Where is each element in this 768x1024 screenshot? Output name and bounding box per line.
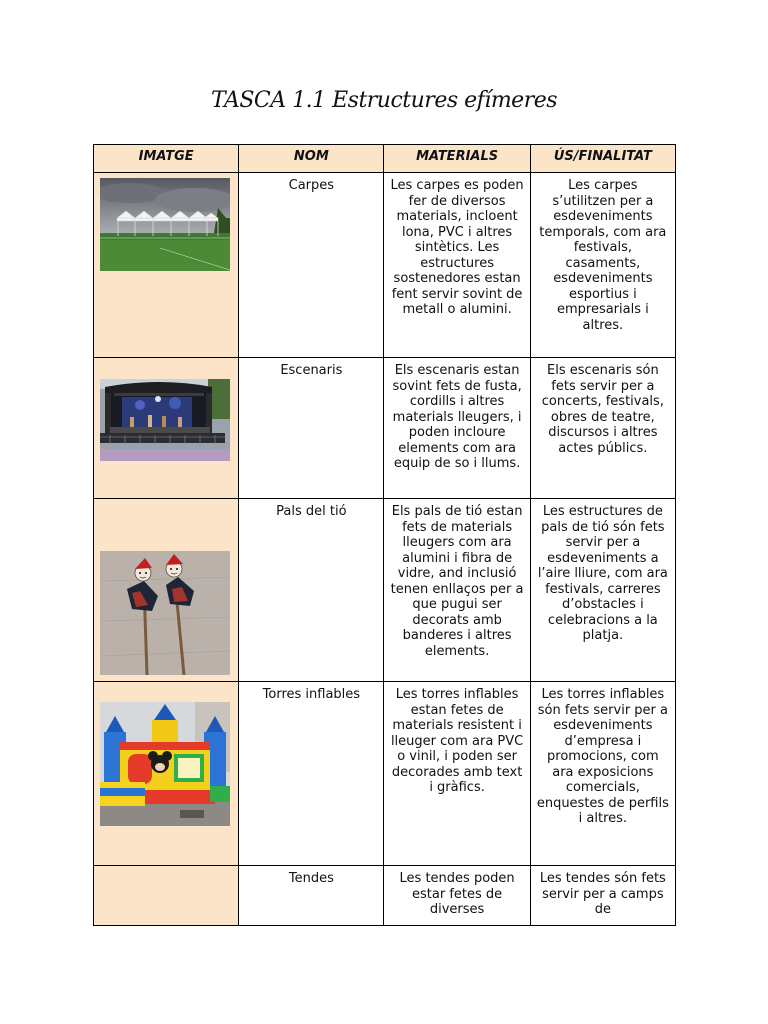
us-cell: Les carpes s’utilitzen per a esdeveniments temporals, com ara festivals, casaments, esdeveniments esportius i empresarials i altres. (530, 173, 675, 358)
tents-photo (100, 178, 230, 271)
image-cell (94, 358, 239, 499)
structures-table (93, 144, 676, 926)
us-cell: Les torres inflables són fets servir per a esdeveniments d’empresa i promocions, com ara exposicions comercials, enquestes de perfils i altres. (530, 682, 675, 866)
table-row (94, 866, 676, 926)
bouncy-castle-photo (100, 702, 230, 826)
image-cell (94, 682, 239, 866)
nom-cell: Tendes (239, 866, 384, 926)
us-cell: Les tendes són fets servir per a camps de (530, 866, 675, 926)
image-cell (94, 173, 239, 358)
nom-cell: Torres inflables (239, 682, 384, 866)
nom-cell: Escenaris (239, 358, 384, 499)
header-materials: MATERIALS (384, 145, 530, 173)
table-row (94, 173, 676, 358)
page-title: TASCA 1.1 Estructures efímeres (210, 88, 558, 113)
table-header-row (94, 145, 676, 173)
materials-cell: Els pals de tió estan fets de materials lleugers com ara alumini i fibra de vidre, and inclusió tenen enllaços per a que pugui ser decorats amb banderes i altres elements. (384, 499, 530, 682)
nom-cell: Pals del tió (239, 499, 384, 682)
stage-photo (100, 379, 230, 461)
tio-poles-photo (100, 551, 230, 675)
materials-cell: Les carpes es poden fer de diversos materials, incloent lona, PVC i altres sintètics. Les estructures sostenedores estan fent servir sovint de metall o alumini. (384, 173, 530, 358)
table-row (94, 358, 676, 499)
table-row (94, 682, 676, 866)
image-cell (94, 499, 239, 682)
header-imatge: IMATGE (94, 145, 239, 173)
image-cell (94, 866, 239, 926)
header-nom: NOM (239, 145, 384, 173)
materials-cell: Les tendes poden estar fetes de diverses (384, 866, 530, 926)
header-us-finalitat: ÚS/FINALITAT (530, 145, 675, 173)
us-cell: Els escenaris són fets servir per a concerts, festivals, obres de teatre, discursos i altres actes públics. (530, 358, 675, 499)
us-cell: Les estructures de pals de tió són fets servir per a esdeveniments a l’aire lliure, com ara festivals, carreres d’obstacles i celebracions a la platja. (530, 499, 675, 682)
materials-cell: Les torres inflables estan fetes de materials resistent i lleuger com ara PVC o vinil, i poden ser decorades amb text i gràfics. (384, 682, 530, 866)
table-row (94, 499, 676, 682)
materials-cell: Els escenaris estan sovint fets de fusta, cordills i altres materials lleugers, i poden incloure elements com ara equip de so i llums. (384, 358, 530, 499)
nom-cell: Carpes (239, 173, 384, 358)
